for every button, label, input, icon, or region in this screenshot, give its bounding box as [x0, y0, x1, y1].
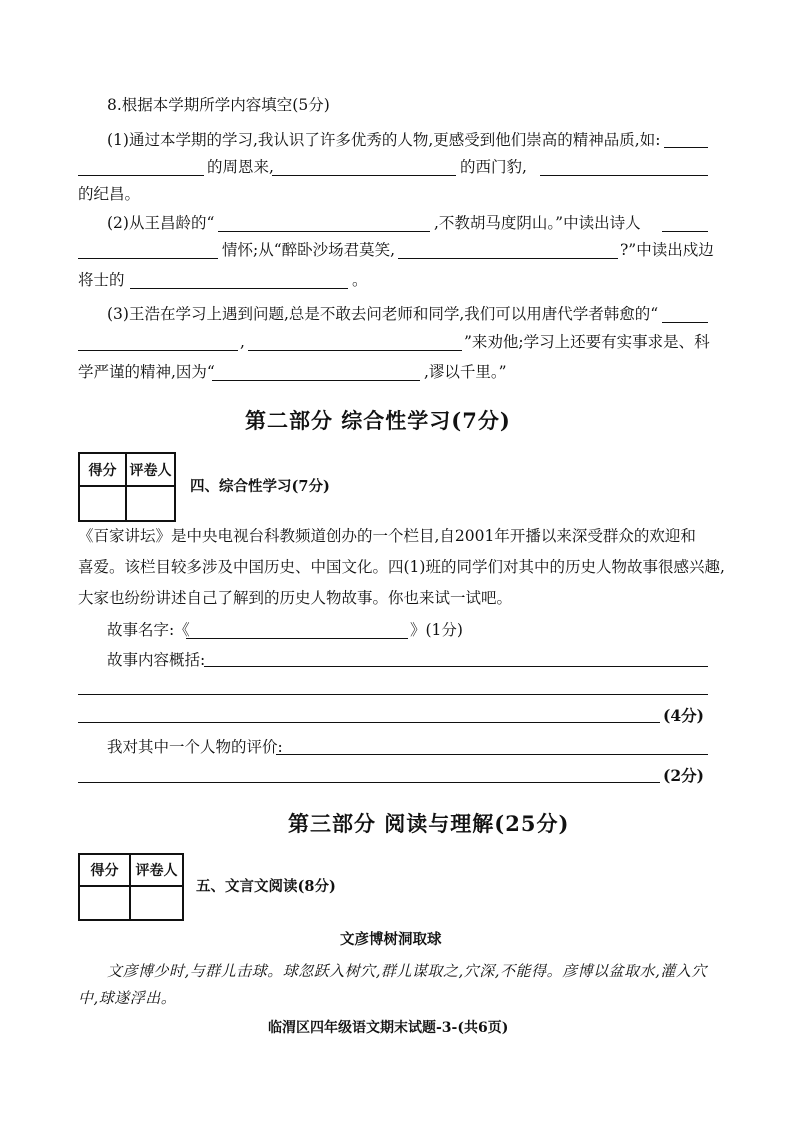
- part3-section-title: 五、文言文阅读(8分): [196, 878, 336, 895]
- q8-p3-text-d: 学严谨的精神,因为“: [78, 363, 215, 381]
- passage-title: 文彦博树洞取球: [340, 931, 442, 948]
- q8-p1-text-b: 的周恩来,: [207, 158, 274, 176]
- score-label: 得分: [80, 855, 131, 887]
- grader-cell[interactable]: [131, 887, 182, 919]
- part2-section-title: 四、综合性学习(7分): [190, 478, 330, 495]
- part2-intro-line-3: 大家也纷纷讲述自己了解到的历史人物故事。你也来试一试吧。: [78, 589, 513, 607]
- story-name-label: 故事名字:《: [107, 621, 190, 639]
- q8-blank-8[interactable]: [398, 258, 618, 259]
- q8-p2-text-d: ?”中读出戍边: [620, 241, 714, 259]
- summary-points: (4分): [663, 706, 704, 725]
- q8-p1-text-a: (1)通过本学期的学习,我认识了许多优秀的人物,更感受到他们崇高的精神品质,如:: [107, 131, 661, 149]
- summary-blank-1[interactable]: [204, 666, 708, 667]
- summary-blank-3[interactable]: [78, 722, 660, 723]
- q8-p1-text-c: 的西门豹,: [460, 158, 527, 176]
- q8-p3-text-b: ,: [240, 333, 245, 351]
- q8-p3-text-c: ”来劝他;学习上还要有实事求是、科: [464, 333, 710, 351]
- q8-blank-1[interactable]: [664, 147, 708, 148]
- story-name-end: 》(1分): [410, 621, 463, 639]
- q8-blank-9[interactable]: [130, 288, 348, 289]
- part3-heading: 第三部分 阅读与理解(25分): [288, 811, 570, 836]
- score-cell[interactable]: [80, 487, 127, 520]
- evaluation-points: (2分): [663, 766, 704, 785]
- story-name-blank[interactable]: [186, 638, 408, 639]
- q8-p3-text-a: (3)王浩在学习上遇到问题,总是不敢去问老师和同学,我们可以用唐代学者韩愈的“: [107, 305, 659, 323]
- q8-p2-text-e: 将士的: [78, 271, 125, 289]
- evaluation-blank-1[interactable]: [276, 754, 708, 755]
- q8-blank-6[interactable]: [662, 231, 708, 232]
- q8-p3-text-e: ,谬以千里。”: [424, 363, 507, 381]
- part2-heading: 第二部分 综合性学习(7分): [245, 408, 511, 433]
- score-cell[interactable]: [80, 887, 131, 919]
- part2-intro-line-2: 喜爱。该栏目较多涉及中国历史、中国文化。四(1)班的同学们对其中的历史人物故事很感兴趣,: [78, 558, 725, 576]
- part2-intro-line-1: 《百家讲坛》是中央电视台科教频道创办的一个栏目,自2001年开播以来深受群众的欢迎和: [78, 527, 696, 545]
- passage-line-2: 中,球遂浮出。: [78, 989, 177, 1007]
- q8-blank-4[interactable]: [540, 175, 708, 176]
- part2-score-box: [78, 452, 176, 522]
- q8-p2-text-c: 情怀;从“醉卧沙场君莫笑,: [222, 241, 396, 259]
- passage-line-1: 文彦博少时,与群儿击球。球忽跃入树穴,群儿谋取之,穴深,不能得。彦博以盆取水,灌入穴: [107, 962, 707, 980]
- score-label: 得分: [80, 454, 127, 487]
- q8-blank-12[interactable]: [248, 350, 462, 351]
- q8-blank-7[interactable]: [78, 258, 218, 259]
- q8-title: 8.根据本学期所学内容填空(5分): [107, 96, 330, 114]
- q8-blank-3[interactable]: [272, 175, 456, 176]
- grader-label: 评卷人: [131, 855, 182, 887]
- q8-blank-11[interactable]: [78, 350, 238, 351]
- evaluation-label: 我对其中一个人物的评价:: [107, 738, 283, 756]
- q8-p2-text-b: ,不教胡马度阴山。”中读出诗人: [434, 214, 641, 232]
- q8-p2-text-a: (2)从王昌龄的“: [107, 214, 215, 232]
- page-footer: 临渭区四年级语文期末试题-3-(共6页): [268, 1020, 509, 1036]
- part3-score-box: [78, 853, 184, 921]
- evaluation-blank-2[interactable]: [78, 782, 660, 783]
- summary-label: 故事内容概括:: [107, 651, 206, 669]
- grader-label: 评卷人: [127, 454, 174, 487]
- q8-blank-13[interactable]: [212, 380, 420, 381]
- q8-p1-text-d: 的纪昌。: [78, 185, 141, 203]
- q8-blank-2[interactable]: [78, 175, 204, 176]
- q8-blank-10[interactable]: [662, 322, 708, 323]
- q8-p2-text-f: 。: [352, 271, 368, 289]
- grader-cell[interactable]: [127, 487, 174, 520]
- q8-blank-5[interactable]: [218, 231, 430, 232]
- summary-blank-2[interactable]: [78, 694, 708, 695]
